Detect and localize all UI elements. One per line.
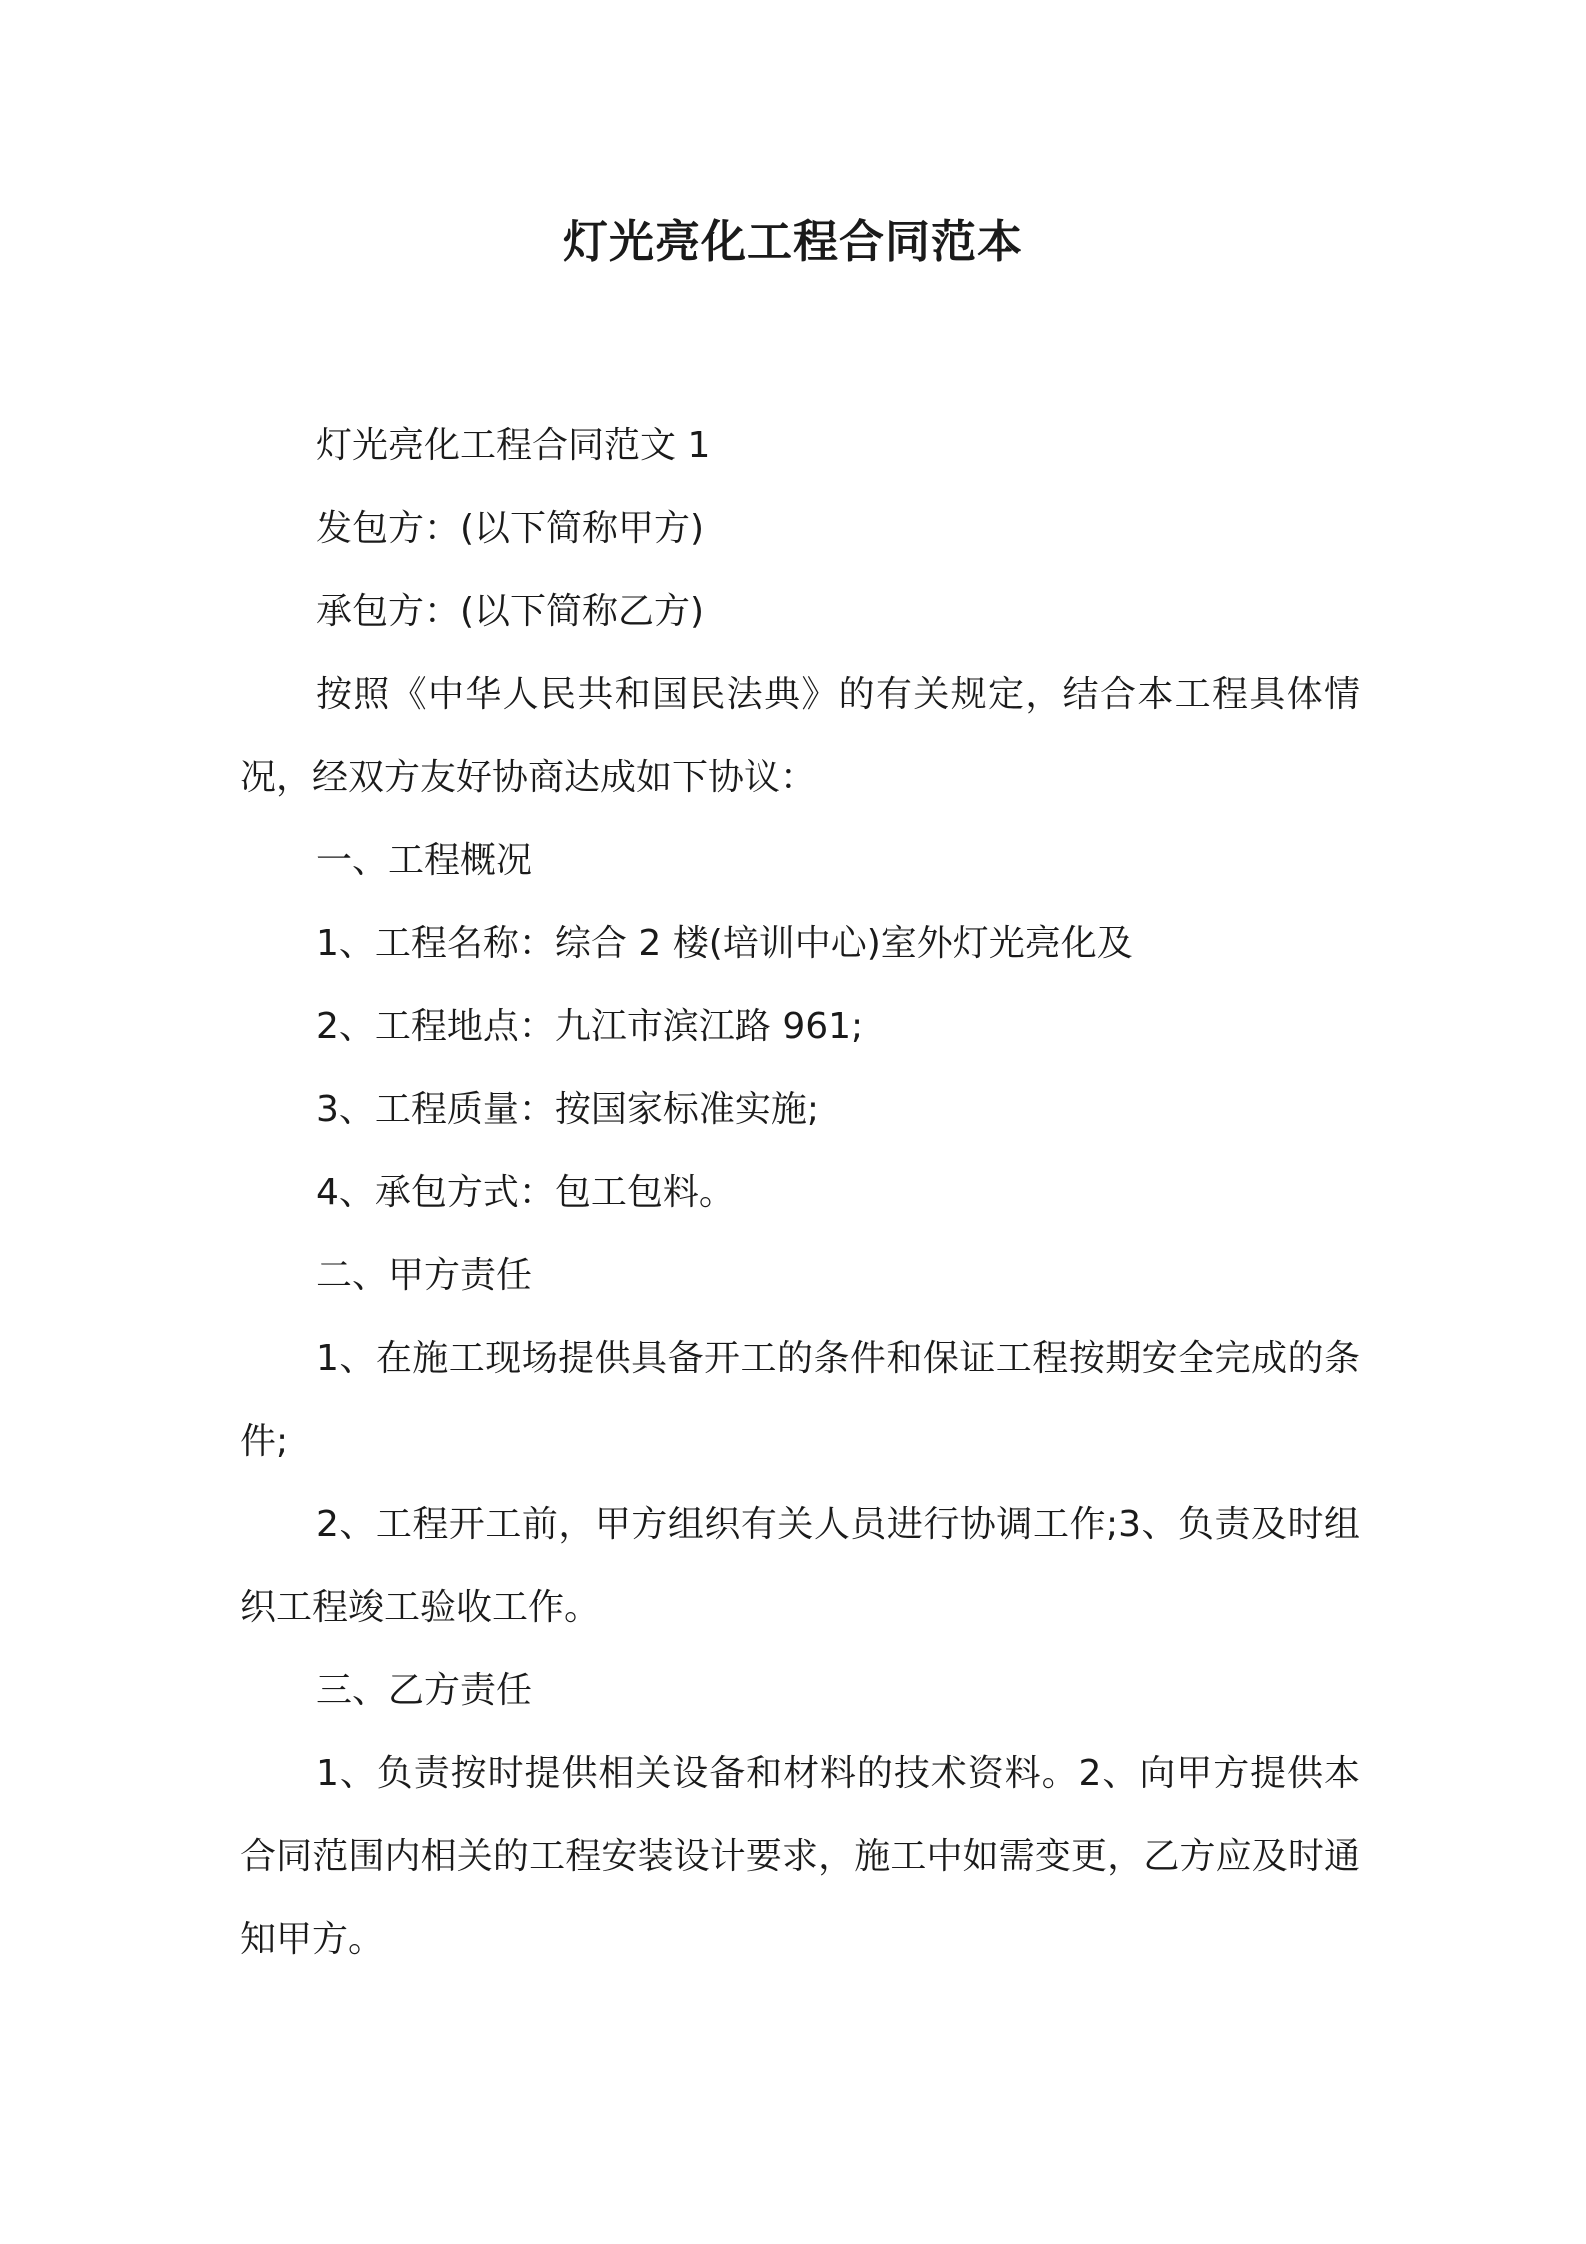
contract-subtitle: 灯光亮化工程合同范文 1 — [316, 425, 711, 466]
document-title: 灯光亮化工程合同范本 — [562, 215, 1023, 268]
section-heading-party-b: 三、乙方责任 — [316, 1670, 533, 1711]
party-a-line: 发包方：(以下简称甲方) — [316, 508, 705, 549]
party-a-duty-1: 1、在施工现场提供具备开工的条件和保证工程按期安全完成的条件; — [240, 1338, 1360, 1462]
document-body — [240, 404, 1360, 1981]
party-b-duty-1: 1、负责按时提供相关设备和材料的技术资料。2、向甲方提供本合同范围内相关的工程安装设计要求，施工中如需变更，乙方应及时通知甲方。 — [240, 1753, 1360, 1960]
overview-item-name: 1、工程名称：综合 2 楼(培训中心)室外灯光亮化及 — [316, 923, 1133, 964]
overview-item-location: 2、工程地点：九江市滨江路 961; — [316, 1006, 864, 1047]
party-b-line: 承包方：(以下简称乙方) — [316, 591, 705, 632]
section-heading-overview: 一、工程概况 — [316, 840, 533, 881]
overview-item-quality: 3、工程质量：按国家标准实施; — [316, 1089, 820, 1130]
overview-item-method: 4、承包方式：包工包料。 — [316, 1172, 735, 1213]
section-heading-party-a: 二、甲方责任 — [316, 1255, 533, 1296]
preamble-paragraph: 按照《中华人民共和国民法典》的有关规定，结合本工程具体情况，经双方友好协商达成如下协议： — [240, 674, 1360, 798]
party-a-duty-2: 2、工程开工前，甲方组织有关人员进行协调工作;3、负责及时组织工程竣工验收工作。 — [240, 1504, 1360, 1628]
